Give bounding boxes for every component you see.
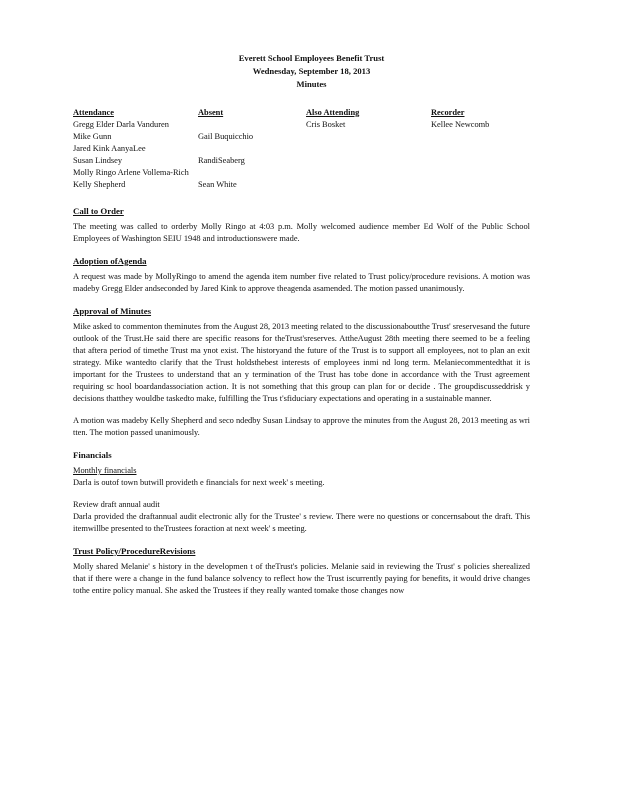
also-attending-cell [306, 143, 431, 155]
policy-heading: Trust Policy/ProcedureRevisions [73, 546, 196, 556]
financials-heading: Financials [73, 450, 112, 460]
monthly-financials-text: Darla is outof town butwill provideth e financials for next week' s meeting. [73, 478, 325, 487]
recorder-cell [431, 131, 530, 143]
policy-text: Molly shared Melanie' s history in the developmen t of theTrust's policies. Melanie said in reviewing the Trust' s policies sherealized that if there were a change in the fund balance solvency to reflect how the Trust iscurrently paying for benefits, it would drive changes tothe entire policy manual. She asked the Trustees if they really wanted tomake those changes now [73, 562, 530, 595]
absent-cell [198, 119, 306, 131]
also-attending-cell [306, 167, 431, 179]
monthly-financials-subheading: Monthly financials [73, 466, 137, 475]
attendance-table [73, 107, 530, 191]
call-to-order-heading: Call to Order [73, 206, 124, 216]
also-attending-cell [306, 155, 431, 167]
audit-subheading: Review draft annual audit [73, 500, 160, 509]
absent-cell: Sean White [198, 180, 237, 189]
recorder-cell: Kellee Newcomb [431, 120, 490, 129]
audit-text: Darla provided the draftannual audit electronic ally for the Trustee' s review. There were no questions or concernsabout the draft. This itemwillbe presented to theTrustees foraction at next week' s meeting. [73, 512, 530, 533]
recorder-cell [431, 155, 530, 167]
call-to-order-section [73, 205, 530, 245]
financials-section [73, 449, 530, 535]
attendance-cell: Kelly Shepherd [73, 180, 126, 189]
agenda-heading: Adoption ofAgenda [73, 256, 147, 266]
title-line-2: Wednesday, September 18, 2013 [252, 66, 371, 76]
attendance-heading: Attendance [73, 108, 114, 117]
attendance-cell: Molly Ringo Arlene Vollema-Rich [73, 168, 189, 177]
absent-cell: RandiSeaberg [198, 156, 245, 165]
attendance-cell: Gregg Elder Darla Vanduren [73, 120, 169, 129]
recorder-cell [431, 143, 530, 155]
policy-section [73, 545, 530, 597]
attendance-cell: Susan Lindsey [73, 156, 123, 165]
absent-cell: Gail Buquicchio [198, 132, 254, 141]
minutes-section [73, 305, 530, 439]
absent-heading: Absent [198, 108, 224, 117]
call-to-order-text: The meeting was called to orderby Molly Ringo at 4:03 p.m. Molly welcomed audience member Ed Wolf of the Public School Employees of Washington SEIU 1948 and introductionswere made. [73, 222, 530, 243]
recorder-cell [431, 167, 530, 179]
title-line-3: Minutes [296, 79, 327, 89]
absent-cell [198, 143, 306, 155]
also-attending-heading: Also Attending [306, 108, 360, 117]
agenda-text: A request was made by MollyRingo to amend the agenda item number five related to Trust policy/procedure revisions. A motion was madeby Gregg Elder andseconded by Jared Kink to approve theagenda asamended. The motion passed unanimously. [73, 272, 530, 293]
minutes-motion-text: A motion was madeby Kelly Shepherd and seco ndedby Susan Lindsay to approve the minutes from the August 28, 2013 meeting as wri tten. The motion passed unanimously. [73, 416, 530, 437]
document-title [93, 52, 530, 91]
also-attending-cell [306, 179, 431, 191]
minutes-heading: Approval of Minutes [73, 306, 152, 316]
title-line-1: Everett School Employees Benefit Trust [238, 53, 385, 63]
also-attending-cell: Cris Bosket [306, 120, 346, 129]
absent-cell [198, 167, 306, 179]
recorder-cell [431, 179, 530, 191]
also-attending-cell [306, 131, 431, 143]
recorder-heading: Recorder [431, 108, 465, 117]
agenda-section [73, 255, 530, 295]
minutes-text: Mike asked to commenton theminutes from the August 28, 2013 meeting related to the discussionaboutthe Trust' sreservesand the future outlook of the Trust.He said there are specific reasons for theTrust'sreserves. AttheAugust 28th meeting there seemed to be a feeling that aftera period of timethe Trust ma ynot exist. The historyand the future of the Trust is to support all employees, not to plan an exit strategy. Mike wantedto clarify that the Trust holdsthebest interests of employees inmi nd long term. Melaniecommentedthat it is important for the Trustees to understand that an y termination of the Trust has tobe done in accordance with the Trust agreement requiring sc hool boardandassociation action. It is not something that this group can plan for or decide . The groupdiscusseddrisk y decisions thatthey wouldbe taskedto make, fulfilling the Trus t'sfiduciary expectations and operating in a sustainable manner. [73, 322, 530, 403]
attendance-cell: Mike Gunn [73, 132, 112, 141]
minutes-document [73, 52, 530, 607]
attendance-cell: Jared Kink AanyaLee [73, 144, 146, 153]
